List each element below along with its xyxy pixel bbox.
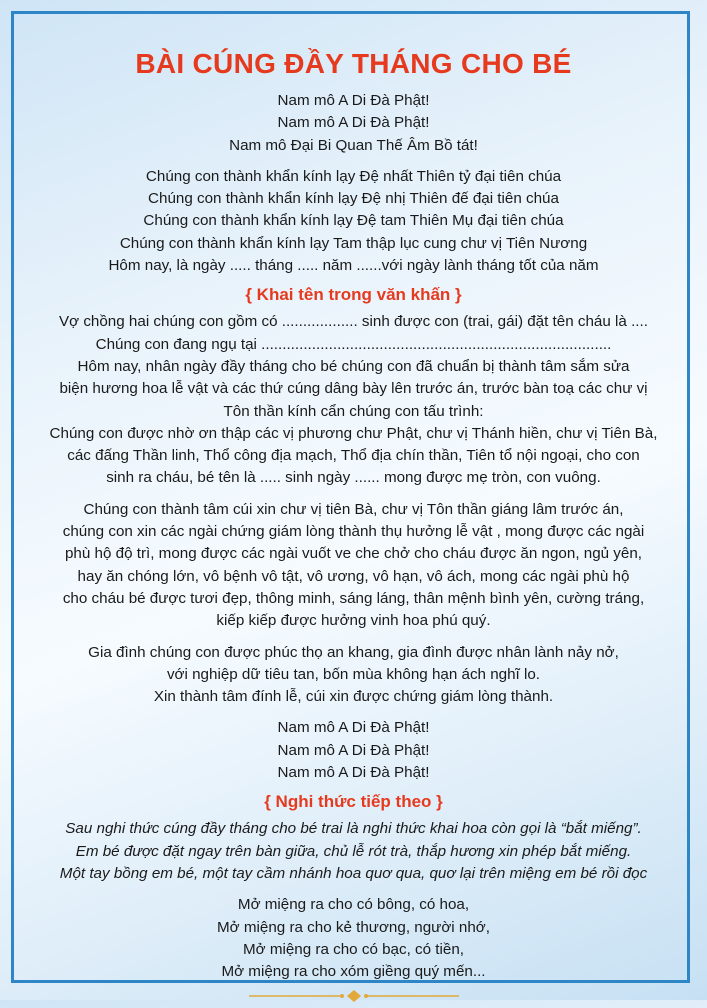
page-title: BÀI CÚNG ĐẦY THÁNG CHO BÉ bbox=[135, 48, 572, 79]
text-line: Chúng con thành khẩn kính lạy Tam thập lục cung chư vị Tiên Nương bbox=[119, 234, 588, 252]
family-paragraph bbox=[14, 642, 693, 709]
text-line: Chúng con đang ngụ tại ................................................................................... bbox=[95, 335, 612, 353]
text-line: Một tay bồng em bé, một tay cầm nhánh hoa quơ qua, quơ lại trên miệng em bé rồi đọc bbox=[59, 864, 648, 882]
text-line: biện hương hoa lễ vật và các thứ cúng dâng bày lên trước án, trước bàn toạ các chư vị bbox=[59, 380, 648, 398]
text-line: Hôm nay, là ngày ..... tháng ..... năm ......với ngày lành tháng tốt của năm bbox=[108, 257, 599, 275]
text-line: Chúng con thành tâm cúi xin chư vị tiên Bà, chư vị Tôn thần giáng lâm trước án, bbox=[83, 500, 624, 518]
text-line: Chúng con được nhờ ơn thập các vị phương chư Phật, chư vị Thánh hiền, chư vị Tiên Bà, bbox=[49, 424, 658, 442]
document bbox=[14, 14, 693, 1008]
text-line: Mở miệng ra cho có bạc, có tiền, bbox=[243, 940, 464, 958]
naming-paragraph bbox=[14, 311, 693, 489]
next-ritual-paragraph bbox=[14, 818, 693, 885]
text-line: cho cháu bé được tươi đẹp, thông minh, sáng láng, thân mệnh bình yên, cường tráng, bbox=[62, 589, 645, 607]
text-line: Chúng con thành khẩn kính lạy Đệ nhị Thiên đế đại tiên chúa bbox=[148, 190, 559, 208]
text-line: Nam mô A Di Đà Phật! bbox=[277, 741, 430, 759]
text-line: các đấng Thần linh, Thổ công địa mạch, Thổ địa chín thần, Tiên tổ nội ngoại, cho con bbox=[67, 447, 640, 465]
invocation-paragraph bbox=[14, 166, 693, 277]
text-line: Nam mô A Di Đà Phật! bbox=[277, 719, 430, 737]
section-heading-next-ritual: { Nghi thức tiếp theo } bbox=[264, 792, 443, 812]
text-line: Mở miệng ra cho xóm giềng quý mến... bbox=[221, 963, 486, 981]
text-line: Chúng con thành khẩn kính lạy Đệ nhất Thiên tỷ đại tiên chúa bbox=[145, 167, 562, 185]
text-line: Chúng con thành khẩn kính lạy Đệ tam Thiên Mụ đại tiên chúa bbox=[143, 212, 564, 230]
text-line: Hôm nay, nhân ngày đầy tháng cho bé chúng con đã chuẩn bị thành tâm sắm sửa bbox=[77, 357, 630, 375]
text-line: với nghiệp dữ tiêu tan, bốn mùa không hạn ách nghĩ lo. bbox=[166, 665, 541, 683]
text-line: Tôn thần kính cẩn chúng con tấu trình: bbox=[223, 402, 484, 420]
closing-chant bbox=[14, 717, 693, 784]
text-line: Mở miệng ra cho có bông, có hoa, bbox=[237, 896, 470, 914]
prayer-paragraph bbox=[14, 499, 693, 633]
text-line: Mở miệng ra cho kẻ thương, người nhớ, bbox=[217, 918, 490, 936]
text-line: Nam mô A Di Đà Phật! bbox=[277, 114, 430, 132]
text-line: Em bé được đặt ngay trên bàn giữa, chủ lễ rót trà, thắp hương xin phép bắt miếng. bbox=[75, 842, 632, 860]
text-line: Nam mô A Di Đà Phật! bbox=[277, 92, 430, 109]
text-line: Xin thành tâm đính lễ, cúi xin được chứng giám lòng thành. bbox=[153, 688, 554, 706]
ornament-divider-icon bbox=[14, 989, 693, 1008]
text-line: Gia đình chúng con được phúc thọ an khang, gia đình được nhân lành nảy nở, bbox=[88, 643, 619, 661]
text-line: Nam mô A Di Đà Phật! bbox=[277, 764, 430, 782]
text-line: Vợ chồng hai chúng con gồm có .................. sinh được con (trai, gái) đặt tên cháu là .... bbox=[59, 313, 648, 331]
opening-chant bbox=[14, 90, 693, 157]
text-line: hay ăn chóng lớn, vô bệnh vô tật, vô ương, vô hạn, vô ách, mong các ngài phù hộ bbox=[77, 567, 630, 585]
section-heading-naming: { Khai tên trong văn khấn } bbox=[245, 285, 462, 305]
text-line: kiếp kiếp được hưởng vinh hoa phú quý. bbox=[216, 612, 491, 630]
text-line: Nam mô Đại Bi Quan Thế Âm Bồ tát! bbox=[229, 136, 478, 154]
text-line: Sau nghi thức cúng đầy tháng cho bé trai là nghi thức khai hoa còn gọi là “bắt miếng”. bbox=[65, 820, 642, 838]
text-line: phù hộ độ trì, mong được các ngài vuốt ve che chở cho cháu được ăn ngon, ngủ yên, bbox=[64, 545, 643, 563]
text-line: chúng con xin các ngài chứng giám lòng thành thụ hưởng lễ vật , mong được các ngài bbox=[62, 523, 645, 541]
chant-paragraph bbox=[14, 894, 693, 983]
text-line: sinh ra cháu, bé tên là ..... sinh ngày ...... mong được mẹ tròn, con vuông. bbox=[106, 469, 601, 487]
